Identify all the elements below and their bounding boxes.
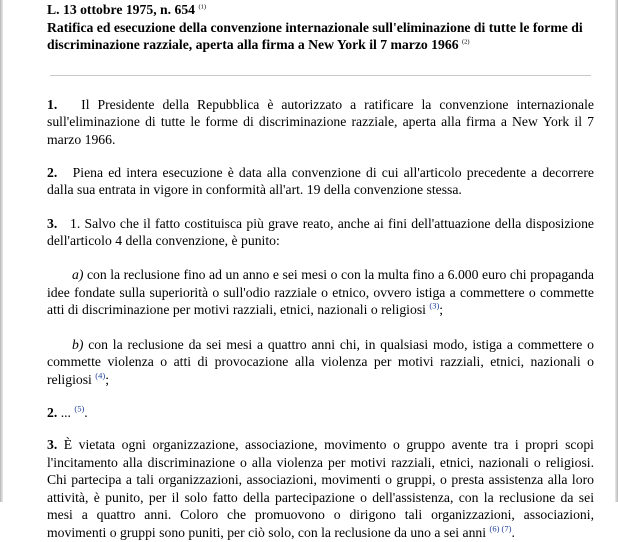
article-3-item-a	[47, 266, 594, 319]
viewer-left-border	[0, 0, 3, 502]
item-a-letter: a)	[72, 266, 84, 282]
article-1	[47, 96, 594, 149]
document-content	[47, 0, 594, 542]
paragraph-2-end: .	[84, 404, 88, 420]
article-3-item-b	[47, 336, 594, 389]
law-title	[47, 1, 594, 19]
paragraph-3-number: 3.	[47, 437, 58, 453]
law-title-footnote[interactable]: (1)	[198, 3, 207, 11]
paragraph-2-text: ...	[60, 404, 71, 420]
law-subtitle-line-1: Ratifica ed esecuzione della convenzione internazionale sull'eliminazione di tutte le forme di	[47, 19, 583, 35]
item-b-letter: b)	[72, 336, 84, 352]
law-subtitle	[47, 19, 594, 54]
paragraph-3-footnote[interactable]: (6) (7)	[489, 523, 512, 534]
item-b-footnote[interactable]: (4)	[95, 370, 106, 381]
article-3-paragraph-2	[47, 404, 594, 422]
article-3-number: 3.	[47, 215, 58, 231]
article-2-number: 2.	[47, 164, 58, 180]
item-a-text: con la reclusione fino ad un anno e sei mesi o con la multa fino a 6.000 euro chi propaganda idee fondate sulla superiorità o sull'odio razziale o etnico, ovvero istiga a commettere o commette atti di discriminazione per motivi razziali, etnici, nazionali o religiosi	[47, 266, 594, 318]
item-b-end: ;	[105, 371, 110, 387]
article-2-text: Piena ed intera esecuzione è data alla convenzione di cui all'articolo precedente a decorrere dalla sua entrata in vigore in conformità all'art. 19 della convenzione stessa.	[47, 164, 594, 198]
law-title-text: L. 13 ottobre 1975, n. 654	[47, 2, 196, 17]
item-a-footnote[interactable]: (3)	[429, 300, 440, 311]
paragraph-3-text: È vietata ogni organizzazione, associazione, movimento o gruppo avente tra i propri scopi l'incitamento alla discriminazione o alla violenza per motivi razziali, etnici, nazionali o religiosi. Chi partecipa a tali organizzazioni, associazioni, movimenti o gruppi, o presta assistenza alla loro attività, è punito, per il solo fatto della partecipazione o dell'assistenza, con la reclusione da sei mesi a quattro anni. Coloro che promuovono o dirigono tali organizzazioni, associazioni, movimenti o gruppi sono puniti, per ciò solo, con la reclusione da uno a sei anni	[47, 437, 594, 541]
article-3	[47, 215, 594, 250]
paragraph-3-end: .	[511, 525, 515, 541]
item-b-text: con la reclusione da sei mesi a quattro anni chi, in qualsiasi modo, istiga a commettere o commette violenza o atti di provocazione alla violenza per motivi razziali, etnici, nazionali o religiosi	[47, 336, 595, 387]
paragraph-2-footnote[interactable]: (5)	[74, 402, 85, 413]
article-2	[47, 164, 594, 199]
law-subtitle-line-2: discriminazione razziale, aperta alla firma a New York il 7 marzo 1966	[47, 37, 459, 53]
law-subtitle-footnote[interactable]: (2)	[461, 38, 470, 46]
article-1-number: 1.	[47, 96, 58, 112]
article-1-text: Il Presidente della Repubblica è autorizzato a ratificare la convenzione internazionale sull'eliminazione di tutte le forme di discriminazione razziale, aperta alla firma a New York il 7 marzo 1966.	[47, 96, 594, 147]
header-divider	[50, 75, 591, 76]
paragraph-2-number: 2.	[47, 404, 58, 420]
article-3-paragraph-3	[47, 436, 594, 542]
item-a-end: ;	[439, 302, 444, 318]
article-3-text: 1. Salvo che il fatto costituisca più grave reato, anche ai fini dell'attuazione della disposizione dell'articolo 4 della convenzione, è punito:	[47, 215, 594, 249]
